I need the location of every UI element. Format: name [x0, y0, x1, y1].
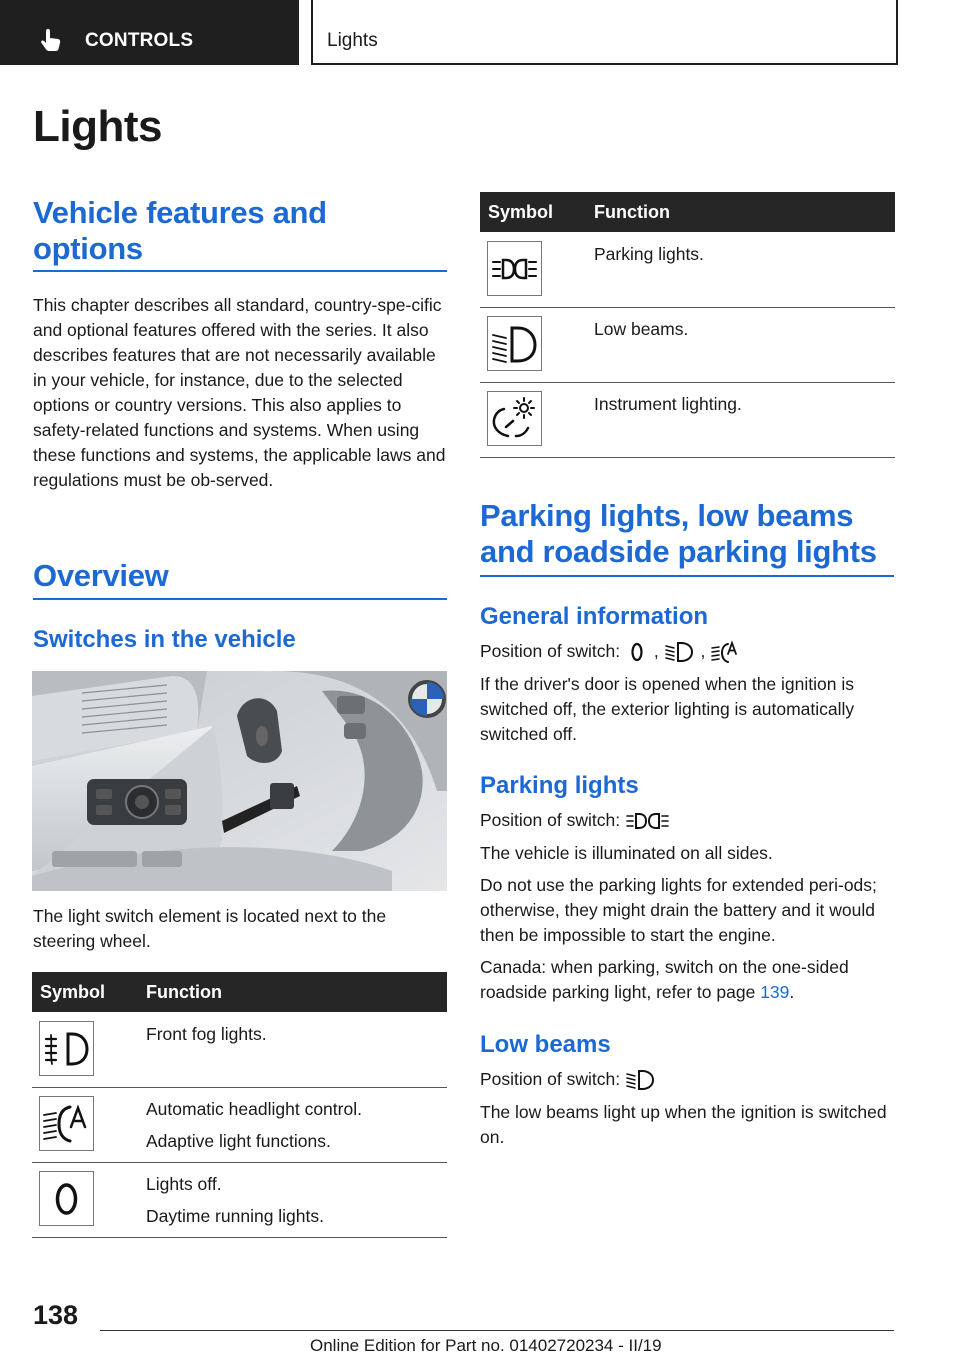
auto-headlight-icon [710, 640, 742, 664]
table-row [32, 1087, 447, 1163]
low-beam-icon [487, 316, 542, 371]
page-title: Lights [33, 102, 162, 151]
footer-edition: Online Edition for Part no. 01402720234 - II/19 [310, 1336, 662, 1355]
heading-rule [33, 598, 447, 600]
auto-headlight-icon [39, 1096, 94, 1151]
function-text: Automatic headlight control. [146, 1099, 362, 1119]
col-symbol-header: Symbol [488, 202, 554, 222]
lights-off-icon [625, 640, 649, 664]
low-beams-heading: Low beams [480, 1031, 611, 1058]
instrument-lighting-icon [487, 391, 542, 446]
symbol-table-header [32, 972, 447, 1012]
general-information-heading: General information [480, 603, 709, 630]
table-row [32, 1162, 447, 1238]
low-beam-icon [664, 640, 696, 664]
vehicle-features-heading: Vehicle features and options [33, 195, 327, 266]
separator: , [700, 641, 706, 661]
header-chapter-box [311, 0, 898, 65]
overview-heading: Overview [33, 558, 169, 593]
separator: , [653, 641, 659, 661]
symbol-table-header [480, 192, 895, 232]
position-label: Position of switch: [480, 641, 621, 661]
parking-paragraph-1: The vehicle is illuminated on all sides. [480, 843, 773, 863]
low-beam-icon [625, 1068, 657, 1092]
function-text: Daytime running lights. [146, 1206, 324, 1226]
function-text: Instrument lighting. [594, 394, 742, 414]
period: . [789, 982, 795, 1002]
parking-canada-text: Canada: when parking, switch on the one-sided roadside parking light, refer to page [480, 957, 849, 1002]
table-row [480, 382, 895, 458]
header-section-tab [0, 0, 299, 65]
parking-lights-icon [625, 809, 675, 833]
col-function-header: Function [594, 202, 670, 222]
function-text: Adaptive light functions. [146, 1131, 331, 1151]
heading-rule [480, 575, 894, 577]
lights-off-icon [39, 1171, 94, 1226]
parking-switch-position [480, 808, 896, 833]
general-switch-position [480, 639, 896, 664]
parking-paragraph-3 [480, 955, 896, 1005]
col-function-header: Function [146, 982, 222, 1002]
heading-rule [33, 270, 447, 272]
switches-heading: Switches in the vehicle [33, 626, 296, 653]
function-text: Low beams. [594, 319, 689, 339]
parking-lights-heading: Parking lights [480, 772, 639, 799]
parking-low-beam-heading: Parking lights, low beams and roadside parking lights [480, 498, 877, 569]
light-switch-photo [32, 671, 447, 891]
general-paragraph: If the driver's door is opened when the ignition is switched off, the exterior lighting is automatically switched off. [480, 674, 855, 744]
hand-pointer-icon [40, 28, 62, 52]
table-row [32, 1012, 447, 1088]
page-number: 138 [33, 1300, 79, 1330]
footer-rule [100, 1330, 894, 1331]
dashboard-illustration [32, 671, 447, 891]
position-label: Position of switch: [480, 1069, 621, 1089]
header-section-label: CONTROLS [85, 30, 194, 51]
table-row [480, 307, 895, 383]
function-text: Lights off. [146, 1174, 222, 1194]
function-text: Parking lights. [594, 244, 704, 264]
header-chapter-label: Lights [327, 30, 378, 51]
parking-lights-icon [487, 241, 542, 296]
col-symbol-header: Symbol [40, 982, 106, 1002]
light-switch-caption: The light switch element is located next to the steering wheel. [33, 906, 387, 951]
function-text: Front fog lights. [146, 1024, 267, 1044]
features-paragraph: This chapter describes all standard, country-spe-cific and optional features offered with the series. It also describes features that are not necessarily available in your vehicle, for instance, due to the selected options or country versions. This also applies to safety-related functions and systems. When using these functions and systems, the applicable laws and regulations must be ob-served. [33, 295, 446, 490]
low-beam-paragraph: The low beams light up when the ignition is switched on. [480, 1102, 887, 1147]
position-label: Position of switch: [480, 810, 621, 830]
front-fog-light-icon [39, 1021, 94, 1076]
page-reference-link[interactable]: 139 [760, 982, 790, 1002]
table-row [480, 232, 895, 308]
parking-paragraph-2: Do not use the parking lights for extended peri-ods; otherwise, they might drain the battery and it would then be impossible to start the engine. [480, 875, 877, 945]
low-beam-switch-position [480, 1067, 896, 1092]
